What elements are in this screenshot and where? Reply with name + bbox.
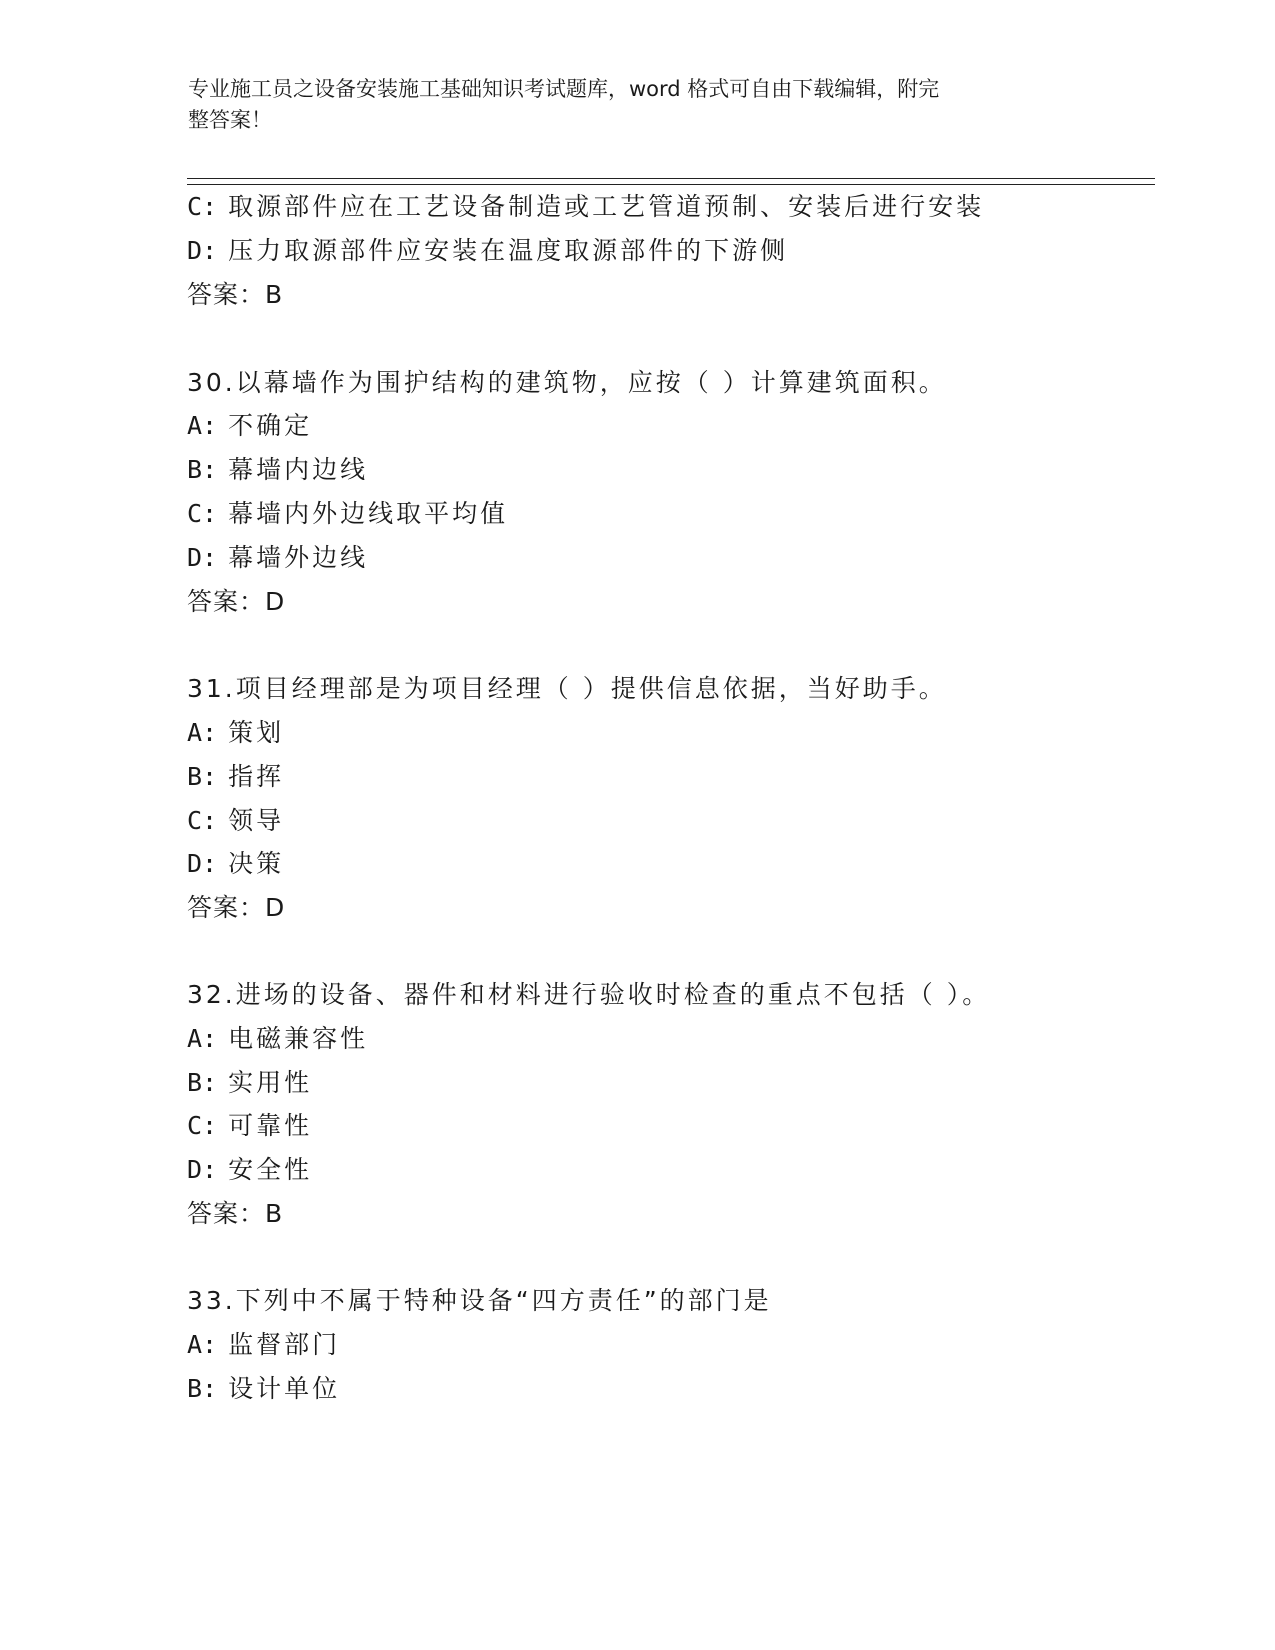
question-stem: 33.下列中不属于特种设备“四方责任”的部门是 <box>187 1286 772 1315</box>
option-a: A: 监督部门 <box>187 1330 341 1359</box>
question-stem: 32.进场的设备、器件和材料进行验收时检查的重点不包括（ ）。 <box>187 980 991 1009</box>
header-divider-top <box>187 178 1155 179</box>
option-d: D: 幕墙外边线 <box>187 543 369 572</box>
option-d: D: 安全性 <box>187 1155 313 1184</box>
option-c: C: 幕墙内外边线取平均值 <box>187 499 509 528</box>
header-line-2: 整答案！ <box>188 108 272 132</box>
header-line-1: 专业施工员之设备安装施工基础知识考试题库，word 格式可自由下载编辑，附完 <box>188 77 940 101</box>
option-a: A: 不确定 <box>187 411 313 440</box>
answer: 答案：B <box>187 280 284 309</box>
answer: 答案：D <box>187 893 286 922</box>
option-a: A: 电磁兼容性 <box>187 1024 369 1053</box>
option-d: D: 决策 <box>187 849 285 878</box>
option-d: D: 压力取源部件应安装在温度取源部件的下游侧 <box>187 236 789 265</box>
option-c: C: 可靠性 <box>187 1111 313 1140</box>
question-stem: 30.以幕墙作为围护结构的建筑物，应按（ ）计算建筑面积。 <box>187 368 947 397</box>
question-stem: 31.项目经理部是为项目经理（ ）提供信息依据，当好助手。 <box>187 674 947 703</box>
option-b: B: 幕墙内边线 <box>187 455 369 484</box>
document-header <box>188 74 1068 136</box>
header-divider-bottom <box>187 184 1155 185</box>
option-b: B: 实用性 <box>187 1068 313 1097</box>
option-c: C: 取源部件应在工艺设备制造或工艺管道预制、安装后进行安装 <box>187 192 985 221</box>
option-c: C: 领导 <box>187 806 285 835</box>
option-b: B: 设计单位 <box>187 1374 341 1403</box>
option-b: B: 指挥 <box>187 762 285 791</box>
answer: 答案：B <box>187 1199 284 1228</box>
option-a: A: 策划 <box>187 718 285 747</box>
answer: 答案：D <box>187 587 286 616</box>
